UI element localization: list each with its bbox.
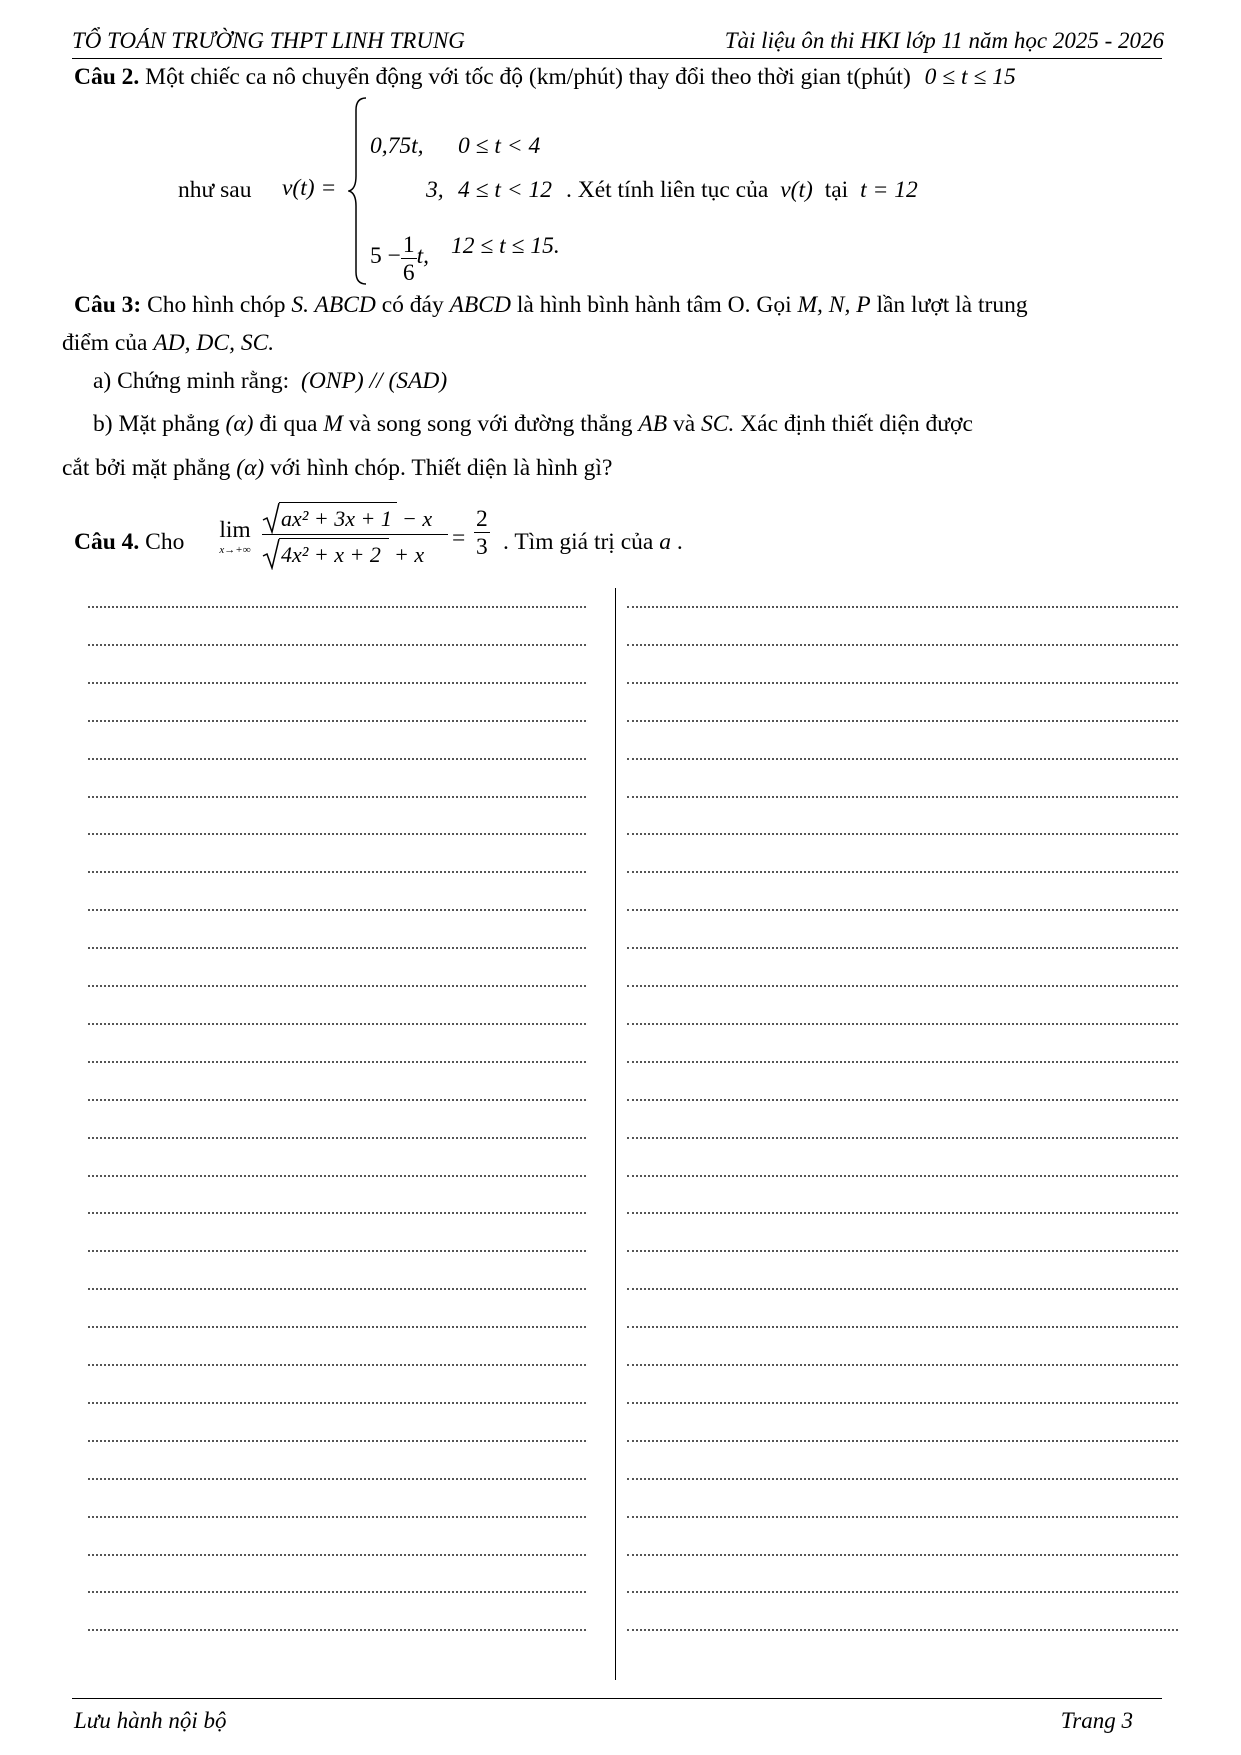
answer-line-left: [88, 833, 586, 835]
answer-line-right: [627, 1364, 1178, 1366]
sqrt-icon: [262, 538, 280, 570]
q3-part-a: a) Chứng minh rằng: (ONP) // (SAD): [93, 368, 448, 394]
answer-line-right: [627, 758, 1178, 760]
answer-line-right: [627, 833, 1178, 835]
q2-case3: [370, 230, 429, 285]
answer-line-left: [88, 758, 586, 760]
q4-equals: =: [452, 525, 466, 551]
answer-line-right: [627, 1175, 1178, 1177]
answer-line-right: [627, 1099, 1178, 1101]
answer-line-left: [88, 682, 586, 684]
answer-line-left: [88, 947, 586, 949]
q3-label: Câu 3:: [74, 292, 142, 318]
q3-part-b-line2: cắt bởi mặt phẳng (α) với hình chóp. Thiết diện là hình gì?: [62, 455, 613, 481]
answer-line-right: [627, 1402, 1178, 1404]
answer-line-right: [627, 909, 1178, 911]
answer-line-left: [88, 1440, 586, 1442]
piecewise-brace-icon: [348, 96, 370, 286]
answer-line-left: [88, 871, 586, 873]
header-left: TỔ TOÁN TRƯỜNG THPT LINH TRUNG: [72, 28, 465, 53]
header-divider: [72, 58, 1162, 59]
answer-line-left: [88, 1629, 586, 1631]
answer-line-left: [88, 1478, 586, 1480]
answer-line-left: [88, 985, 586, 987]
answer-line-right: [627, 1212, 1178, 1214]
answer-line-left: [88, 606, 586, 608]
q2-case1-cond: 0 ≤ t < 4: [458, 133, 541, 159]
answer-line-right: [627, 871, 1178, 873]
answer-line-left: [88, 1326, 586, 1328]
answer-line-right: [627, 682, 1178, 684]
answer-line-right: [627, 1554, 1178, 1556]
answer-line-left: [88, 720, 586, 722]
answer-line-right: [627, 1250, 1178, 1252]
answer-column-divider: [615, 588, 616, 1680]
answer-line-left: [88, 1061, 586, 1063]
answer-line-right: [627, 1516, 1178, 1518]
answer-line-left: [88, 1402, 586, 1404]
q2-case3-pre: 5 −: [370, 242, 401, 269]
answer-line-right: [627, 1326, 1178, 1328]
answer-line-right: [627, 1478, 1178, 1480]
answer-line-right: [627, 720, 1178, 722]
q2-case3-frac: $\frac{1}{6}$: [402, 232, 415, 286]
q4-limit: lim x→+∞: [219, 517, 251, 556]
answer-line-right: [627, 985, 1178, 987]
answer-line-left: [88, 1023, 586, 1025]
q4-label: Câu 4.: [74, 529, 140, 555]
sqrt-icon: [262, 502, 280, 534]
q2-case3-post: t,: [416, 242, 430, 269]
answer-line-right: [627, 644, 1178, 646]
answer-line-left: [88, 1099, 586, 1101]
q2-case2-cond: 4 ≤ t < 12: [458, 177, 553, 203]
answer-line-left: [88, 1554, 586, 1556]
q2-label: Câu 2.: [74, 64, 140, 90]
q3-line2: điểm của AD, DC, SC.: [62, 330, 275, 356]
answer-line-left: [88, 909, 586, 911]
q2-func: v(t) =: [282, 175, 337, 201]
q4-lead: Câu 4. Cho: [74, 529, 185, 555]
answer-line-right: [627, 1137, 1178, 1139]
q2-case2-expr: 3,: [426, 177, 444, 203]
answer-line-right: [627, 947, 1178, 949]
q4-numerator: ax² + 3x + 1 − x: [262, 500, 448, 534]
q3-line1: Câu 3: Cho hình chóp S. ABCD có đáy ABCD là hình bình hành tâm O. Gọi M, N, P lần lượt là trung: [74, 292, 1028, 318]
q3-part-b-line1: b) Mặt phẳng (α) đi qua M và song song với đường thẳng AB và SC. Xác định thiết diện được: [93, 411, 973, 437]
q2-case1-expr: 0,75t,: [370, 133, 424, 159]
answer-line-right: [627, 1629, 1178, 1631]
footer-left: Lưu hành nội bộ: [74, 1708, 227, 1733]
footer-page-number: Trang 3: [1060, 1708, 1133, 1733]
answer-line-left: [88, 1516, 586, 1518]
q2-text: Một chiếc ca nô chuyển động với tốc độ (km/phút) thay đổi theo thời gian t(phút): [139, 64, 911, 90]
answer-line-left: [88, 796, 586, 798]
answer-line-left: [88, 1250, 586, 1252]
footer-divider: [72, 1698, 1162, 1699]
q4-denominator: 4x² + x + 2 + x: [262, 535, 448, 571]
answer-line-left: [88, 1175, 586, 1177]
answer-line-left: [88, 1212, 586, 1214]
answer-line-left: [88, 1364, 586, 1366]
answer-line-left: [88, 644, 586, 646]
q4-main-fraction: [262, 500, 448, 571]
q2-case3-cond: 12 ≤ t ≤ 15.: [451, 233, 560, 259]
answer-line-left: [88, 1591, 586, 1593]
q2-tail: . Xét tính liên tục của v(t) tại t = 12: [566, 177, 918, 203]
answer-line-right: [627, 606, 1178, 608]
q4-rhs-fraction: $\frac{2}{3}$: [476, 506, 488, 560]
header-right: Tài liệu ôn thi HKI lớp 11 năm học 2025 - 2026: [724, 28, 1164, 53]
q2-range: 0 ≤ t ≤ 15: [924, 64, 1016, 90]
q4-tail: . Tìm giá trị của a .: [503, 529, 683, 555]
answer-line-right: [627, 1440, 1178, 1442]
answer-line-right: [627, 1288, 1178, 1290]
answer-line-right: [627, 1061, 1178, 1063]
answer-line-right: [627, 796, 1178, 798]
answer-line-left: [88, 1288, 586, 1290]
answer-line-right: [627, 1023, 1178, 1025]
q2-line1: [74, 63, 1016, 91]
answer-line-right: [627, 1591, 1178, 1593]
answer-line-left: [88, 1137, 586, 1139]
q2-lead: như sau: [178, 177, 252, 203]
